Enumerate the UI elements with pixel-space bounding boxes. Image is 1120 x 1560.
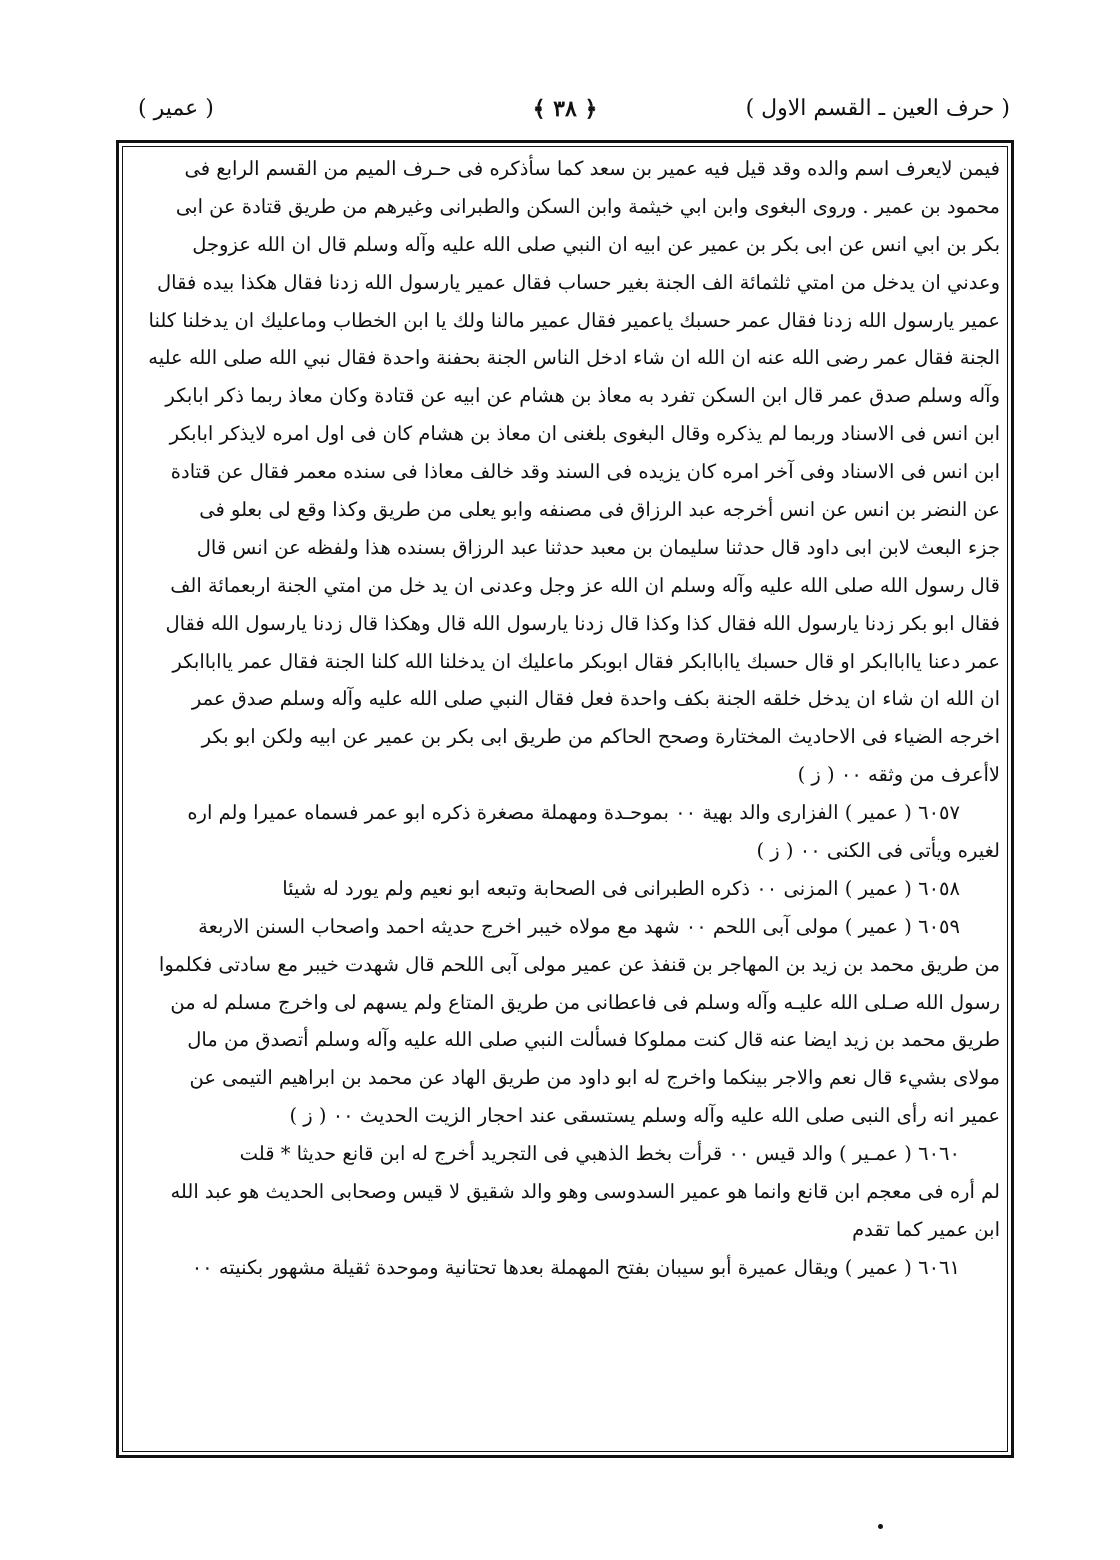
text-line: ان الله ان شاء ان يدخل خلقه الجنة بكف واحدة فعل فقال النبي صلى الله عليه وآله وسلم صدق عمر [191,687,1000,711]
entry-heading: ( عمير ) [138,96,214,121]
text-line: ٦٠٥٧ ( عمير ) الفزارى والد بهية ٠٠ بموحـدة ومهملة مصغرة ذكره ابو عمر فسماه عميرا ولم اره [187,801,960,825]
text-line: ابن عمير كما تقدم [852,1217,1000,1241]
text-line: رسول الله صـلى الله عليـه وآله وسلم فى فاعطانى من طريق المتاع ولم يسهم لى واخرج مسلم له من [170,990,1000,1014]
page-header [120,96,1010,136]
text-line: جزء البعث لابن ابى داود قال حدثنا سليمان بن معبد حدثنا عبد الرزاق بسنده هذا ولفظه عن انس قال [196,535,1000,559]
text-line: اخرجه الضياء فى الاحاديث المختارة وصحح الحاكم من طريق ابى بكر بن عمير عن ابيه ولكن ابو بكر [201,725,1000,749]
text-line: لم أره فى معجم ابن قانع وانما هو عمير السدوسى وهو والد شقيق لا قيس وصحابى الحديث هو عبد الله [170,1180,1000,1204]
text-line: مولاى بشيء قال نعم والاجر بينكما واخرج له ابو داود من طريق الهاد عن محمد بن ابراهيم التيمى عن [189,1066,1000,1090]
text-line: ٦٠٥٩ ( عمير ) مولى آبى اللحم ٠٠ شهد مع مولاه خيبر اخرج حديثه احمد واصحاب السنن الاربعة [198,914,960,938]
text-line: وعدني ان يدخل من امتي ثلثمائة الف الجنة بغير حساب فقال عمير يارسول الله زدنا فقال هكذا بيده فقال [157,270,1000,294]
text-line: طريق محمد بن زيد ايضا عنه قال كنت مملوكا فسألت النبي صلى الله عليه وآله وسلم أتصدق من مال [187,1028,1000,1052]
text-line: قال رسول الله صلى الله عليه وآله وسلم ان الله عز وجل وعدنى ان يد خل من امتي الجنة اربعمائة الف [170,573,1000,597]
text-line: فيمن لايعرف اسم والده وقد قيل فيه عمير بن سعد كما سأذكره فى حـرف الميم من القسم الرابع فى [184,157,1000,180]
text-line: لغيره ويأتى فى الكنى ٠٠ ( ز ) [756,839,1000,863]
text-line: عمير يارسول الله زدنا فقال عمر حسبك ياعمير فقال عمير مالنا ولك يا ابن الخطاب وماعليك ان يدخلنا كلنا [148,308,1000,332]
text-line: الجنة فقال عمر رضى الله عنه ان الله ان شاء ادخل الناس الجنة بحفنة واحدة فقال نبي الله صلى الله عليه [148,346,1000,370]
page-number: ﴿ ٣٨ ﴾ [532,96,598,122]
text-line: من طريق محمد بن زيد بن المهاجر بن قنفذ عن عمير مولى آبى اللحم قال شهدت خيبر مع سادتى فكلموا [158,952,1000,976]
text-line: ٦٠٥٨ ( عمير ) المزنى ٠٠ ذكره الطبرانى فى الصحابة وتبعه ابو نعيم ولم يورد له شيئا [282,876,960,900]
page-mark [878,1524,883,1529]
text-line: لاأعرف من وثقه ٠٠ ( ز ) [797,763,1000,787]
text-line: ٦٠٦٠ ( عمـير ) والد قيس ٠٠ قرأت بخط الذهبي فى التجريد أخرج له ابن قانع حديثا * قلت [239,1142,960,1166]
text-line: محمود بن عمير . وروى البغوى وابن ابي خيثمة وابن السكن والطبرانى وغيرهم من طريق قتادة عن ابى [175,194,1000,218]
text-line: عن النضر بن انس عن انس أخرجه عبد الرزاق فى مصنفه وابو يعلى من طريق وكذا وقع لى بعلو فى [199,498,1000,522]
text-line: عمر دعنا يااباابكر او قال حسبك يااباابكر فقال ابوبكر ماعليك ان يدخلنا الله كلنا الجنة فقال عمر يااباابكر [172,649,1000,673]
chapter-heading: ( حرف العين ـ القسم الاول ) [745,96,1010,121]
text-body [140,150,1000,1287]
text-line: عمير انه رأى النبى صلى الله عليه وآله وسلم يستسقى عند احجار الزيت الحديث ٠٠ ( ز ) [289,1104,1000,1128]
text-line: ٦٠٦١ ( عمير ) ويقال عميرة أبو سيبان بفتح المهملة بعدها تحتانية وموحدة ثقيلة مشهور بكنيته ٠٠ [191,1255,960,1279]
text-line: بكر بن ابي انس عن ابى بكر بن عمير عن ابيه ان النبي صلى الله عليه وآله وسلم قال ان الله عزوجل [192,232,1000,256]
text-line: فقال ابو بكر زدنا يارسول الله فقال كذا وكذا قال زدنا يارسول الله قال وهكذا قال زدنا يارسول الله فقال [165,611,1000,635]
text-line: ابن انس فى الاسناد وفى آخر امره كان يزيده فى السند وقد خالف معاذا فى سنده معمر فقال عن قتادة [170,460,1000,484]
text-line: وآله وسلم صدق عمر قال ابن السكن تفرد به معاذ بن هشام عن ابيه عن قتادة وكان معاذ ربما ذكر ابابكر [165,384,1000,408]
text-line: ابن انس فى الاسناد وربما لم يذكره وقال البغوى بلغنى ان معاذ بن هشام كان فى اول امره لايذكر ابابكر [169,422,1000,446]
